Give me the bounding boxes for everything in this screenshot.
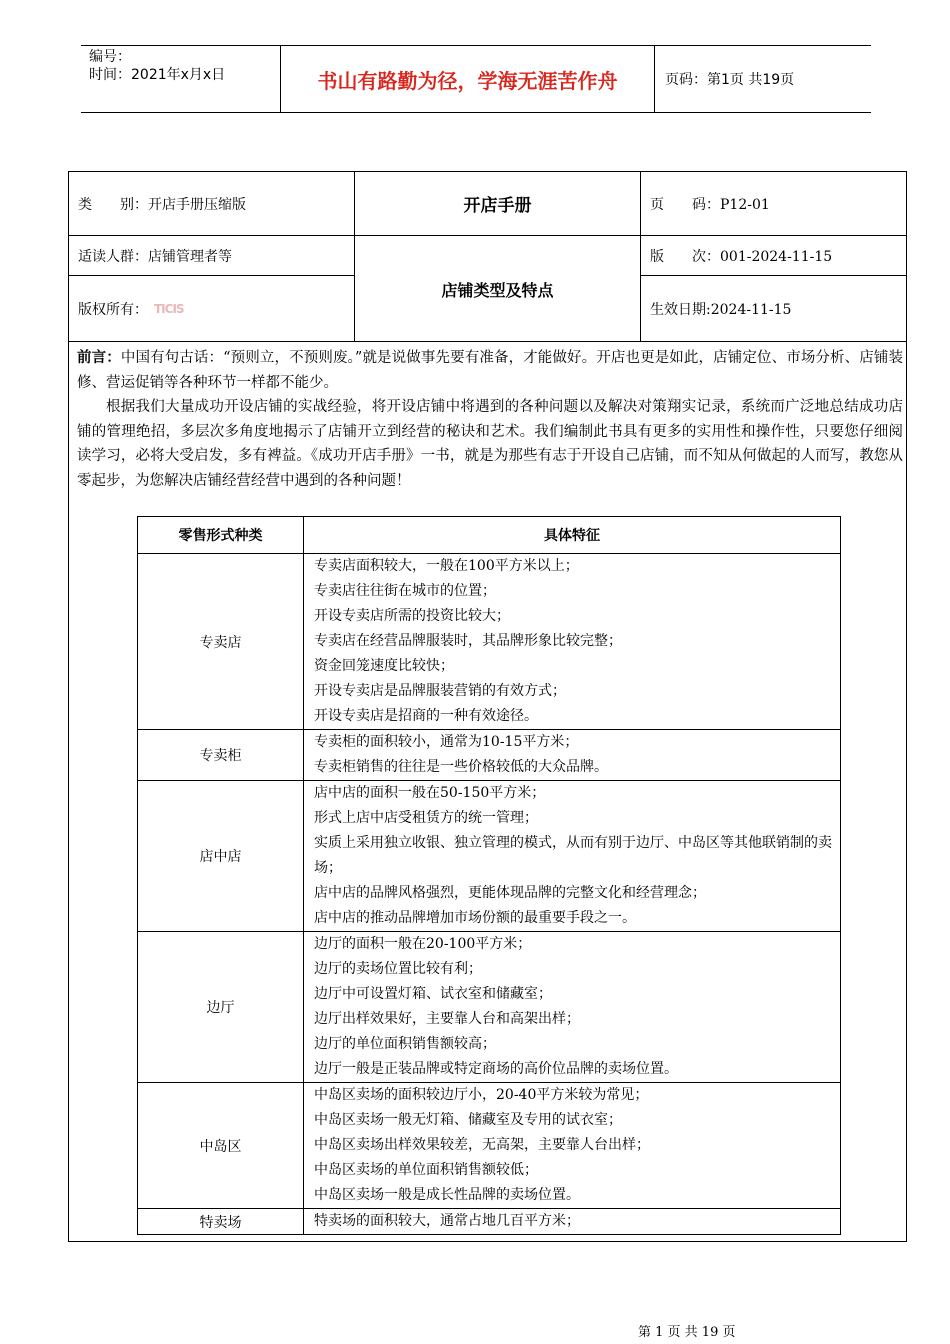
time-label: 时间：2021年x月x日: [89, 67, 226, 83]
table-header-row: [138, 517, 841, 554]
retail-type: 特卖场: [138, 1209, 304, 1235]
readers-cell: [69, 236, 354, 276]
table-row: [138, 781, 841, 932]
preface-paragraph-2: 根据我们大量成功开设店铺的实战经验，将开设店铺中将遇到的各种问题以及解决对策翔实记录，系统而广泛地总结成功店铺的管理绝招，多层次多角度地揭示了店铺开立到经营的秘诀和艺术。我们编制此书具有更多的实用性和操作性，只要您仔细阅读学习，必将大受启发，多有裨益。《成功开店手册》一书，就是为那些有志于开设自己店铺，而不知从何做起的人而写，教您从零起步，为您解决店铺经营经营中遇到的各种问题！: [77, 399, 903, 489]
retail-format-table: [137, 516, 841, 1235]
table-row: [138, 1083, 841, 1209]
doc-title: 开店手册: [355, 172, 640, 236]
header-motto: 书山有路勤为径，学海无涯苦作舟: [281, 46, 655, 112]
document-top-header: [81, 45, 871, 113]
retail-type: 专卖店: [138, 554, 304, 730]
feature-item: 中岛区卖场一般是成长性品牌的卖场位置。: [314, 1187, 580, 1203]
feature-item: 中岛区卖场的单位面积销售额较低；: [314, 1162, 538, 1178]
doc-info-center: [355, 172, 641, 342]
effective-date-cell: [641, 276, 906, 342]
feature-list: [304, 1209, 841, 1235]
doc-info-right: [641, 172, 906, 342]
preface-text-1: 中国有句古话：“预则立，不预则废。”就是说做事先要有准备，才能做好。开店也更是如此，店铺定位、市场分析、店铺装修、营运促销等各种环节一样都不能少。: [77, 350, 903, 391]
feature-list: [304, 932, 841, 1083]
feature-list: [304, 730, 841, 781]
feature-list: [304, 554, 841, 730]
page-code-text: 页 码：P12-01: [650, 196, 770, 213]
feature-item: 店中店的品牌风格强烈，更能体现品牌的完整文化和经营理念；: [314, 885, 706, 901]
header-page-info: 页码：第1页 共19页: [665, 72, 795, 88]
feature-item: 中岛区卖场一般无灯箱、储藏室及专用的试衣室；: [314, 1112, 622, 1128]
category-cell: [69, 172, 354, 236]
feature-item: 资金回笼速度比较快；: [314, 658, 454, 674]
category-text: 类 别：开店手册压缩版: [78, 196, 246, 213]
feature-item: 边厅出样效果好，主要靠人台和高架出样；: [314, 1011, 580, 1027]
copyright-cell: [69, 276, 354, 342]
feature-item: 专卖店往往街在城市的位置；: [314, 583, 496, 599]
feature-item: 中岛区卖场的面积较边厅小，20-40平方米较为常见；: [314, 1087, 649, 1103]
feature-item: 特卖场的面积较大，通常占地几百平方米；: [314, 1213, 580, 1229]
feature-item: 边厅的面积一般在20-100平方米；: [314, 936, 532, 952]
preface-section: [77, 346, 903, 493]
effective-date-text: 生效日期:2024-11-15: [650, 302, 792, 318]
doc-subtitle: 店铺类型及特点: [441, 280, 554, 300]
version-text: 版 次：001-2024-11-15: [650, 248, 833, 265]
readers-text: 适读人群：店铺管理者等: [78, 248, 232, 265]
table-row: [138, 730, 841, 781]
document-frame: [68, 171, 907, 1242]
feature-list: [304, 1083, 841, 1209]
version-cell: [641, 236, 906, 276]
header-features: 具体特征: [304, 517, 841, 554]
header-retail-type: 零售形式种类: [138, 517, 304, 554]
feature-item: 开设专卖店所需的投资比较大；: [314, 608, 510, 624]
feature-item: 专卖店面积较大，一般在100平方米以上；: [314, 558, 579, 574]
feature-item: 边厅的卖场位置比较有利；: [314, 961, 482, 977]
preface-paragraph-1: [77, 346, 903, 395]
table-row: [138, 1209, 841, 1235]
retail-type: 中岛区: [138, 1083, 304, 1209]
doc-info-left: [69, 172, 355, 342]
feature-item: 边厅中可设置灯箱、试衣室和储藏室；: [314, 986, 552, 1002]
feature-item: 中岛区卖场出样效果较差，无高架，主要靠人台出样；: [314, 1137, 650, 1153]
preface-label: 前言：: [77, 350, 121, 366]
table-row: [138, 554, 841, 730]
feature-item: 实质上采用独立收银、独立管理的模式，从而有别于边厅、中岛区等其他联销制的卖场；: [314, 835, 832, 876]
feature-item: 店中店的推动品牌增加市场份额的最重要手段之一。: [314, 910, 636, 926]
retail-type: 店中店: [138, 781, 304, 932]
number-label: 编号：: [89, 49, 131, 65]
feature-item: 开设专卖店是品牌服装营销的有效方式；: [314, 683, 566, 699]
retail-type: 专卖柜: [138, 730, 304, 781]
copyright-watermark-logo: TICIS: [154, 302, 184, 316]
header-meta: [81, 46, 281, 112]
feature-item: 店中店的面积一般在50-150平方米；: [314, 785, 546, 801]
feature-item: 专卖柜的面积较小，通常为10-15平方米；: [314, 734, 579, 750]
feature-item: 专卖柜销售的往往是一些价格较低的大众品牌。: [314, 759, 608, 775]
doc-info-block: [69, 172, 906, 342]
feature-item: 形式上店中店受租赁方的统一管理；: [314, 810, 538, 826]
feature-item: 专卖店在经营品牌服装时，其品牌形象比较完整；: [314, 633, 622, 649]
page-code-cell: [641, 172, 906, 236]
feature-item: 边厅一般是正装品牌或特定商场的高价位品牌的卖场位置。: [314, 1061, 678, 1077]
feature-item: 边厅的单位面积销售额较高；: [314, 1036, 496, 1052]
copyright-text: 版权所有：: [78, 302, 148, 318]
feature-item: 开设专卖店是招商的一种有效途径。: [314, 708, 538, 724]
table-row: [138, 932, 841, 1083]
retail-type: 边厅: [138, 932, 304, 1083]
footer-page-number: 第 1 页 共 19 页: [638, 1325, 736, 1340]
feature-list: [304, 781, 841, 932]
